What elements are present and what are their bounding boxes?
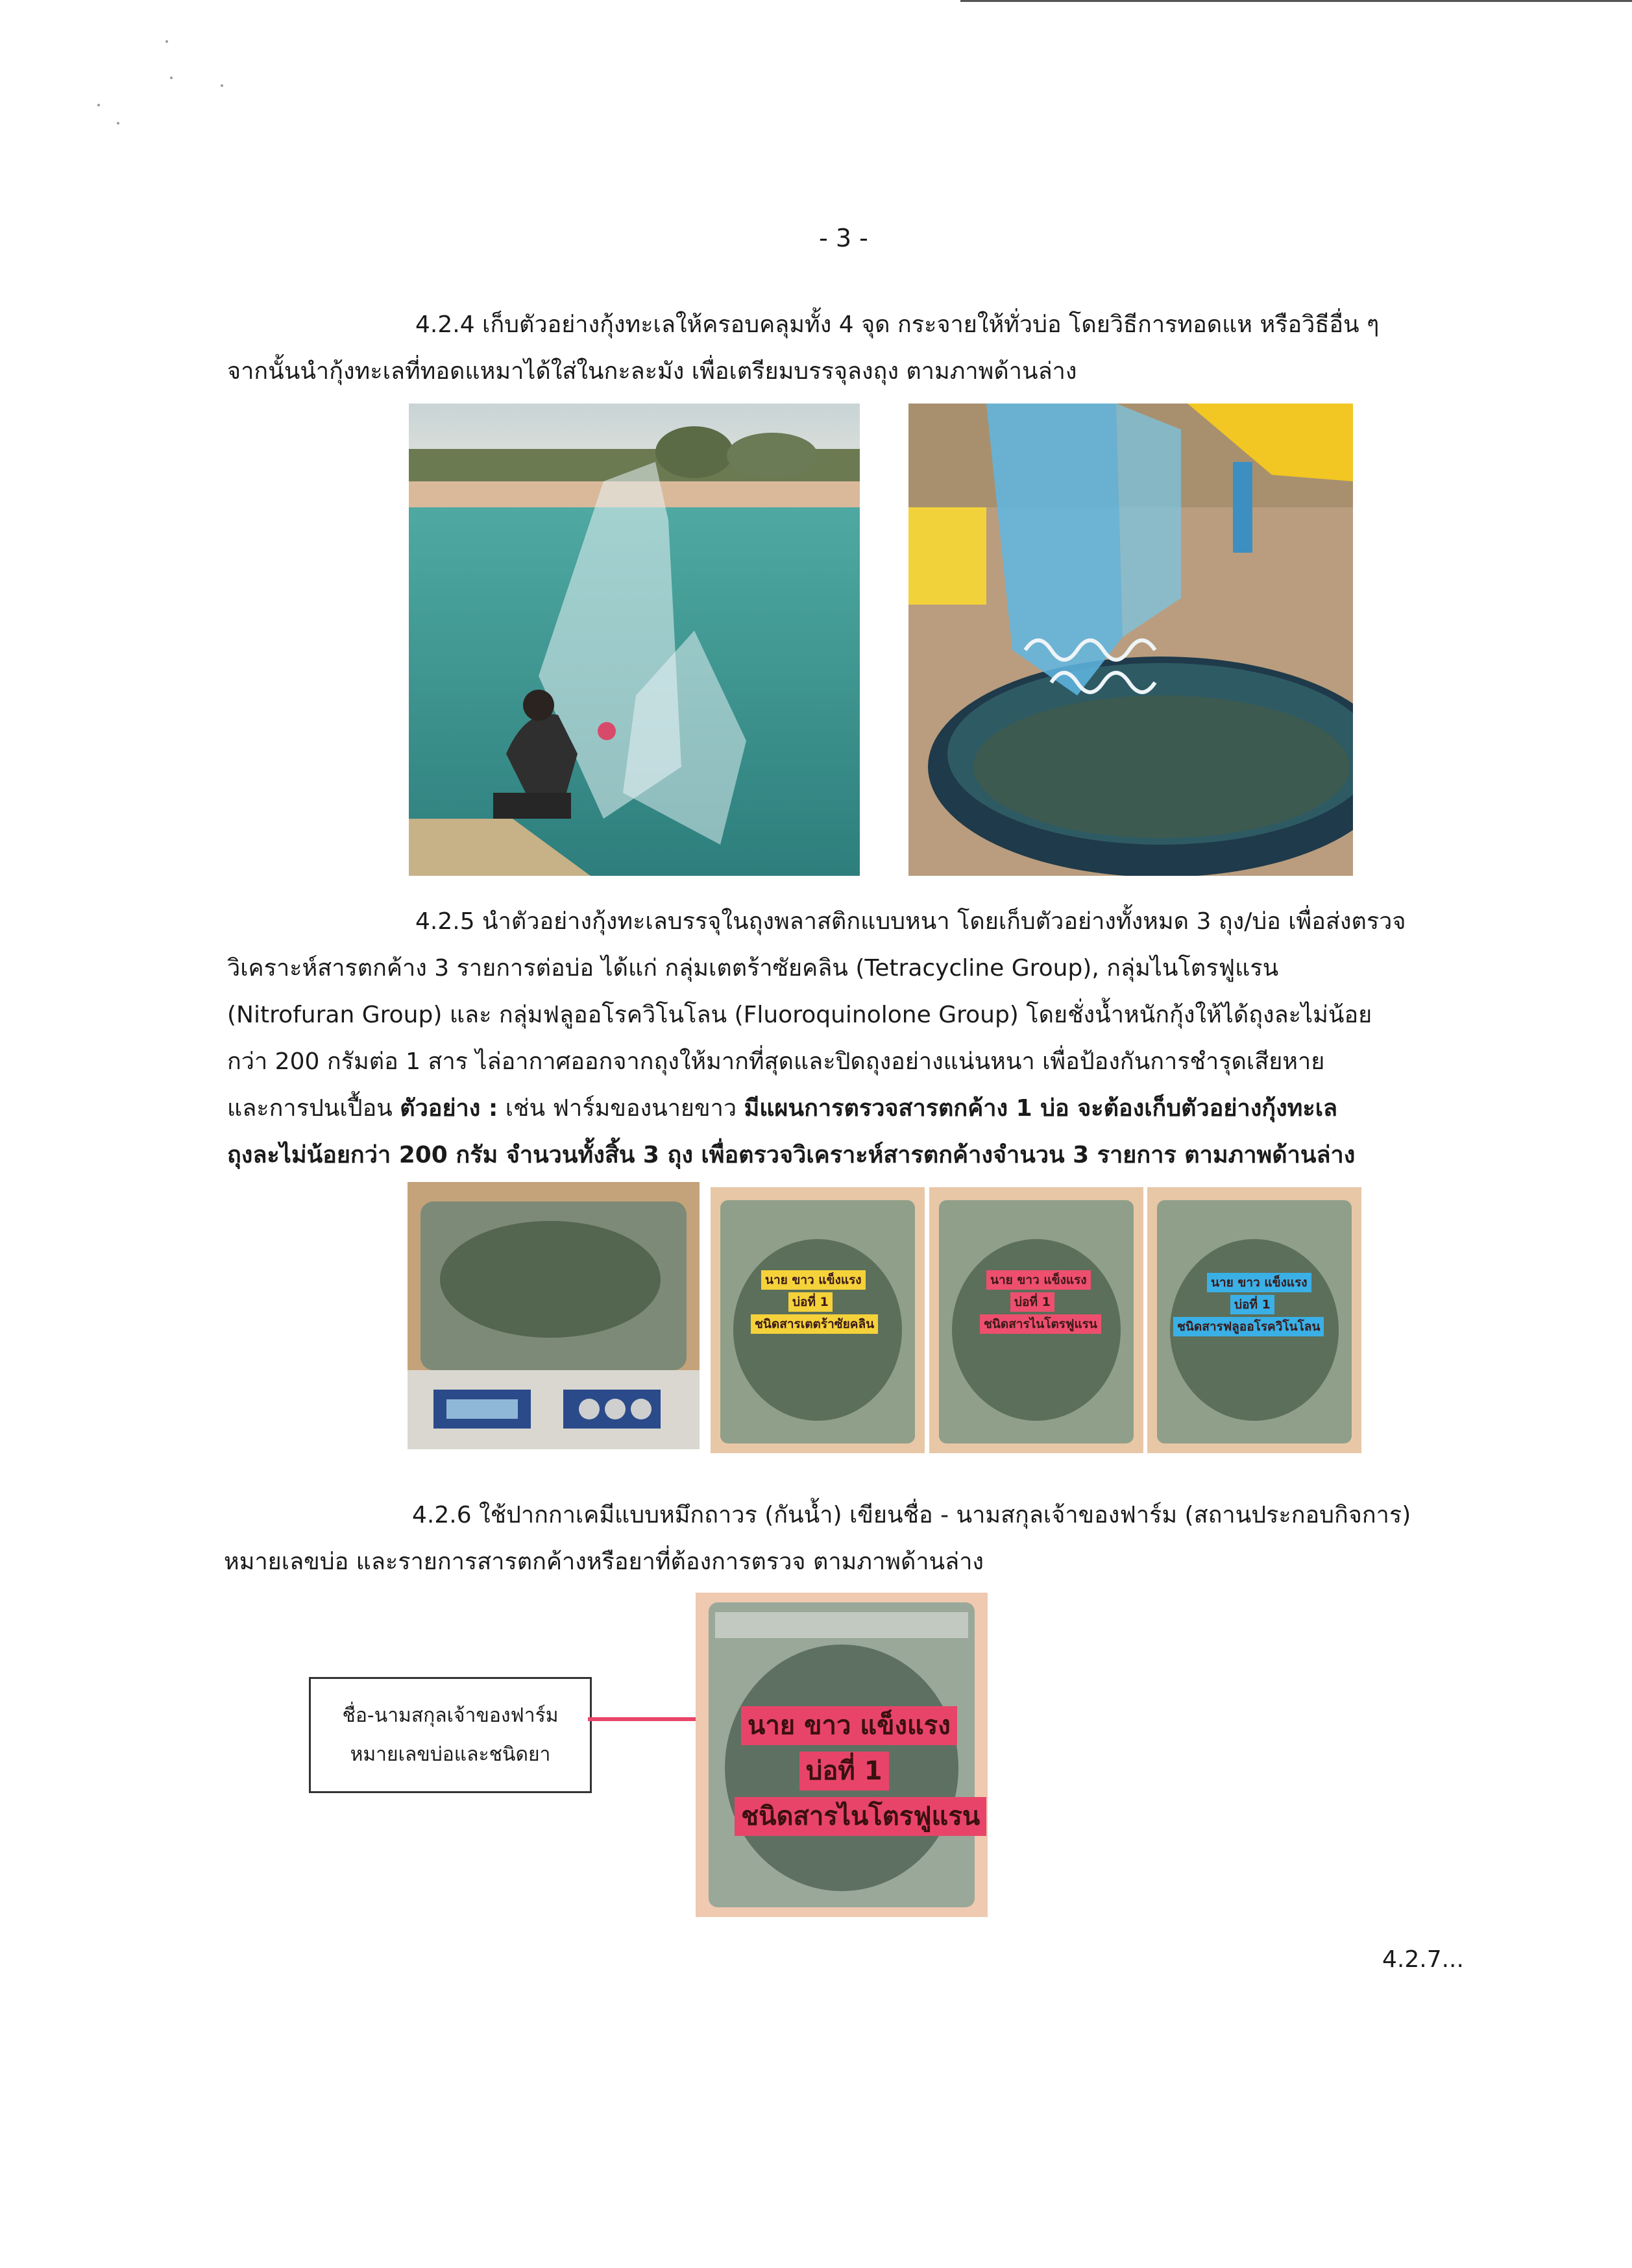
callout-label-box (309, 1677, 592, 1793)
section-4-2-5 (227, 899, 1564, 1179)
callout-line: ชื่อ-นามสกุลเจ้าของฟาร์ม (342, 1704, 559, 1727)
paragraph-line: หมายเลขบ่อ และรายการสารตกค้างหรือยาที่ต้องการตรวจ ตามภาพด้านล่าง (224, 1549, 984, 1575)
big-bag-label-pond: บ่อที่ 1 (799, 1752, 889, 1791)
paragraph-line: กว่า 200 กรัมต่อ 1 สาร ไล่อากาศออกจากถุงให้มากที่สุดและปิดถุงอย่างแน่นหนา เพื่อป้องกันการชำรุดเสียหาย (227, 1048, 1325, 1075)
bag-label-substance: ชนิดสารฟลูออโรควิโนโลน (1173, 1317, 1324, 1336)
photo-bag-fluoroquinolone (1147, 1187, 1361, 1453)
bag-label-name: นาย ขาว แข็งแรง (1207, 1273, 1311, 1292)
scan-speck (170, 77, 173, 79)
photo-bag-nitrofuran (929, 1187, 1143, 1453)
big-bag-label-name: นาย ขาว แข็งแรง (741, 1706, 957, 1745)
bag-label-name: นาย ขาว แข็งแรง (761, 1270, 866, 1290)
scan-speck (97, 104, 100, 106)
callout-line: หมายเลขบ่อและชนิดยา (350, 1743, 551, 1766)
photo-cast-net-pond (409, 404, 860, 876)
bag-label-substance: ชนิดสารไนโตรฟูแรน (980, 1314, 1101, 1334)
paragraph-line: วิเคราะห์สารตกค้าง 3 รายการต่อบ่อ ได้แก่ กลุ่มเตตร้าซัยคลิน (Tetracycline Group), กลุ่มไนโตรฟูแรน (227, 955, 1279, 982)
page-number: - 3 - (819, 224, 868, 252)
top-border-line (960, 0, 1632, 2)
example-label: ตัวอย่าง : (400, 1095, 498, 1122)
scan-speck (221, 84, 223, 87)
bag-label-pond: บ่อที่ 1 (1010, 1292, 1054, 1312)
paragraph-line: 4.2.5 นำตัวอย่างกุ้งทะเลบรรจุในถุงพลาสติกแบบหนา โดยเก็บตัวอย่างทั้งหมด 3 ถุง/บ่อ เพื่อส่งตรวจ (415, 908, 1406, 935)
next-page-ref: 4.2.7... (1382, 1946, 1464, 1973)
paragraph-line: ถุงละไม่น้อยกว่า 200 กรัม จำนวนทั้งสิ้น 3 ถุง เพื่อตรวจวิเคราะห์สารตกค้างจำนวน 3 รายการ ตามภาพด้านล่าง (227, 1142, 1356, 1168)
bag-label-pond: บ่อที่ 1 (788, 1292, 833, 1312)
paragraph-line: (Nitrofuran Group) และ กลุ่มฟลูออโรควิโนโลน (Fluoroquinolone Group) โดยชั่งน้ำหนักกุ้งให้ได้ถุงละไม่น้อย (227, 1002, 1372, 1028)
text-run: และการปนเปื้อน (227, 1095, 400, 1122)
photo-bag-tetracycline (711, 1187, 925, 1453)
paragraph-line (227, 1085, 1564, 1132)
text-run: เช่น ฟาร์มของนายขาว (498, 1095, 744, 1122)
paragraph-line: 4.2.4 เก็บตัวอย่างกุ้งทะเลให้ครอบคลุมทั้ง 4 จุด กระจายให้ทั่วบ่อ โดยวิธีการทอดแห หรือวิธีอื่น ๆ (415, 311, 1380, 338)
bag-label-substance: ชนิดสารเตตร้าซัยคลิน (751, 1314, 878, 1334)
photo-net-in-basin (908, 404, 1353, 876)
big-bag-label-substance: ชนิดสารไนโตรฟูแรน (735, 1797, 986, 1836)
bag-label-name: นาย ขาว แข็งแรง (986, 1270, 1091, 1290)
photo-labeled-bag (696, 1593, 988, 1917)
paragraph-line: 4.2.6 ใช้ปากกาเคมีแบบหมึกถาวร (กันน้ำ) เขียนชื่อ - นามสกุลเจ้าของฟาร์ม (สถานประกอบกิจการ) (412, 1502, 1411, 1528)
section-4-2-4 (227, 302, 1557, 395)
scan-speck (165, 40, 168, 43)
text-run-bold: มีแผนการตรวจสารตกค้าง 1 บ่อ จะต้องเก็บตัวอย่างกุ้งทะเล (744, 1095, 1338, 1122)
photo-shrimp-on-scale (408, 1182, 700, 1449)
scan-speck (117, 122, 119, 125)
paragraph-line: จากนั้นนำกุ้งทะเลที่ทอดแหมาได้ใส่ในกะละมัง เพื่อเตรียมบรรจุลงถุง ตามภาพด้านล่าง (227, 358, 1077, 385)
bag-label-pond: บ่อที่ 1 (1230, 1295, 1274, 1314)
section-4-2-6 (224, 1492, 1561, 1586)
